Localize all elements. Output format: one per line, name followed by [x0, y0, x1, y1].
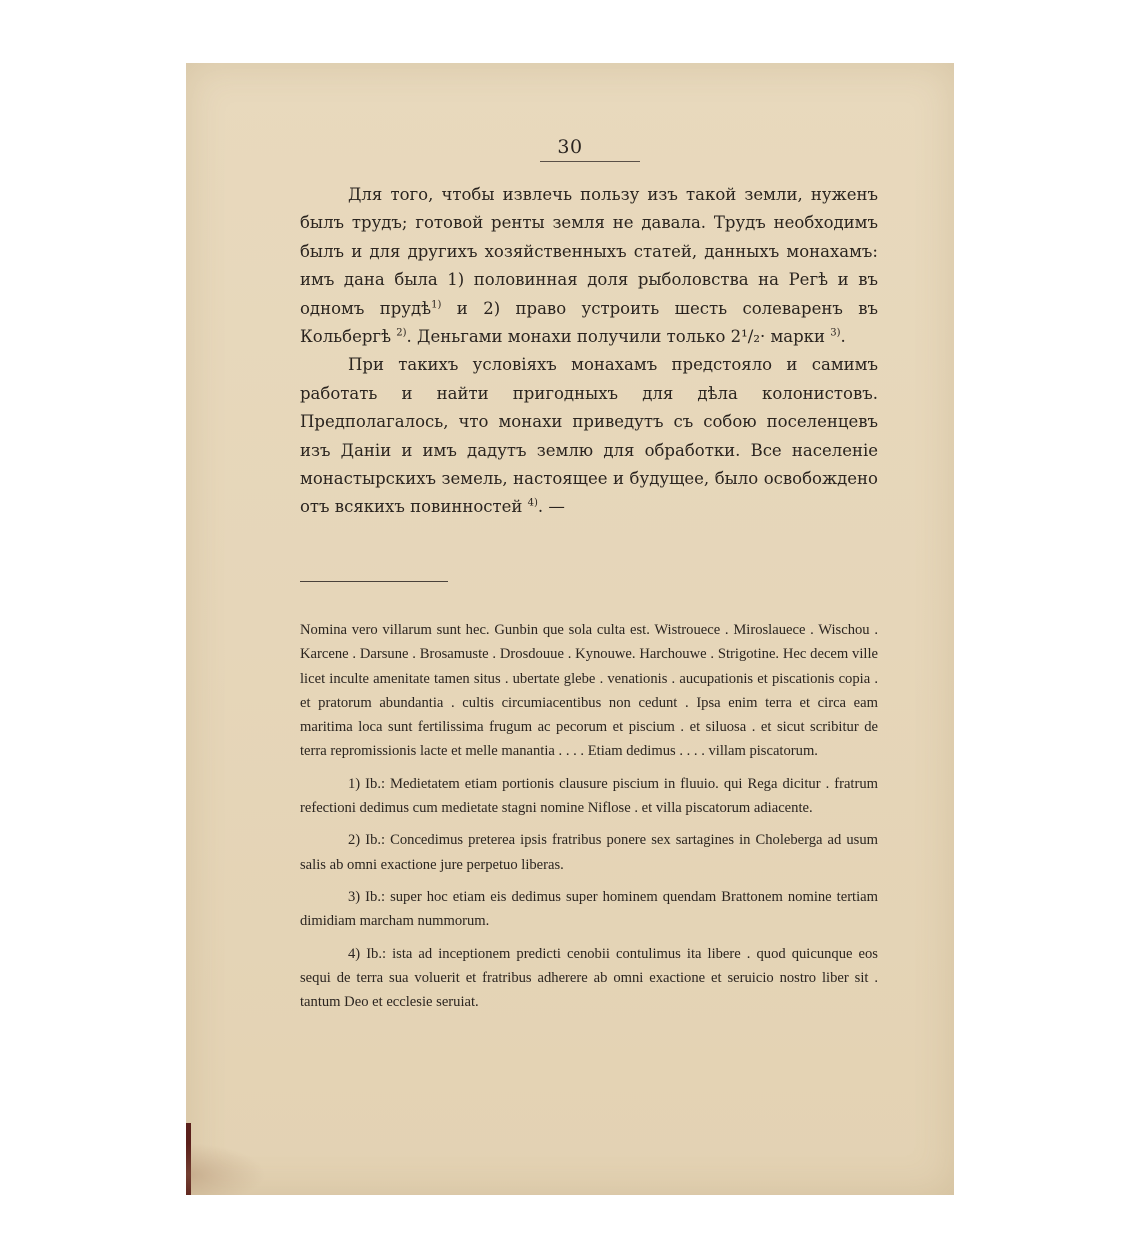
footnote-1: 1) Ib.: Medietatem etiam portionis clausure piscium in fluuio. qui Rega dicitur . fratrum refectioni dedimus cum medietate stagni nomine Niflose . et villa piscatorum adiacente. — [300, 775, 878, 817]
footnotes — [300, 618, 878, 1022]
book-page — [186, 63, 954, 1195]
paragraph-2-text-a: При такихъ условіяхъ монахамъ предстояло и самимъ работать и найти пригодныхъ для дѣла колонистовъ. Предполагалось, что монахи приведутъ съ собою поселенцевъ изъ Даніи и имъ дадутъ землю для обработки. Все населеніе монастырскихъ земель, настоящее и будущее, было освобождено отъ всякихъ повинностей — [300, 355, 878, 517]
footnote-ref-3: 3) — [830, 327, 841, 339]
page-stain — [186, 1143, 266, 1195]
paragraph-2 — [300, 351, 878, 521]
footnote-ref-1: 1) — [431, 299, 442, 311]
footnote-ref-4: 4) — [527, 497, 538, 509]
page-number-rule — [540, 161, 640, 162]
paragraph-1-text-d: . — [840, 327, 846, 347]
paragraph-1-text-a: Для того, чтобы извлечь пользу изъ такой земли, нуженъ былъ трудъ; готовой ренты земля не давала. Трудъ необходимъ былъ и для другихъ хозяйственныхъ статей, данныхъ монахамъ: имъ дана была 1) половинная доля рыболовства на Регѣ и въ одномъ прудѣ — [300, 185, 878, 318]
footnote-4: 4) Ib.: ista ad inceptionem predicti cenobii contulimus ita libere . quod quicunque eos sequi de terra sua voluerit et fratribus adherere ab omni exactione et seruicio nostro liber sit . tantum Deo et ecclesie seruiat. — [300, 945, 878, 1011]
footnote-separator — [300, 581, 448, 582]
paragraph-1-text-c: . Деньгами монахи получили только 2¹/₂· марки — [406, 327, 831, 347]
paragraph-1 — [300, 181, 878, 351]
paragraph-2-text-b: . — — [537, 497, 565, 517]
main-text — [300, 181, 878, 522]
footnote-ref-2: 2) — [396, 327, 407, 339]
footnote-3: 3) Ib.: super hoc etiam eis dedimus super hominem quendam Brattonem nomine tertiam dimidiam marcham nummorum. — [300, 888, 878, 930]
paragraph-1-text-b: и 2) право устроить шесть солеваренъ въ Кольбергѣ — [300, 298, 879, 347]
page-number: 30 — [557, 136, 583, 158]
footnote-intro: Nomina vero villarum sunt hec. Gunbin que sola culta est. Wistrouece . Miroslauece . Wischou . Karcene . Darsune . Brosamuste . Drosdouue . Kynouwe. Harchouwe . Strigotine. Hec decem ville licet inculte amenitate tamen situs . ubertate glebe . venationis . aucupationis et piscationis copia . et pratorum abundantia . cultis circumiacentibus non cedunt . Ipsa enim terra et circa eam maritima loca sunt fertilissima frugum ac pecorum et piscium . et siluosa . et sicut scribitur de terra repromissionis lacte et melle manantia . . . . Etiam dedimus . . . . villam piscatorum. — [300, 622, 878, 760]
footnote-2: 2) Ib.: Concedimus preterea ipsis fratribus ponere sex sartagines in Choleberga ad usum salis ab omni exactione jure perpetuo liberas. — [300, 832, 878, 873]
